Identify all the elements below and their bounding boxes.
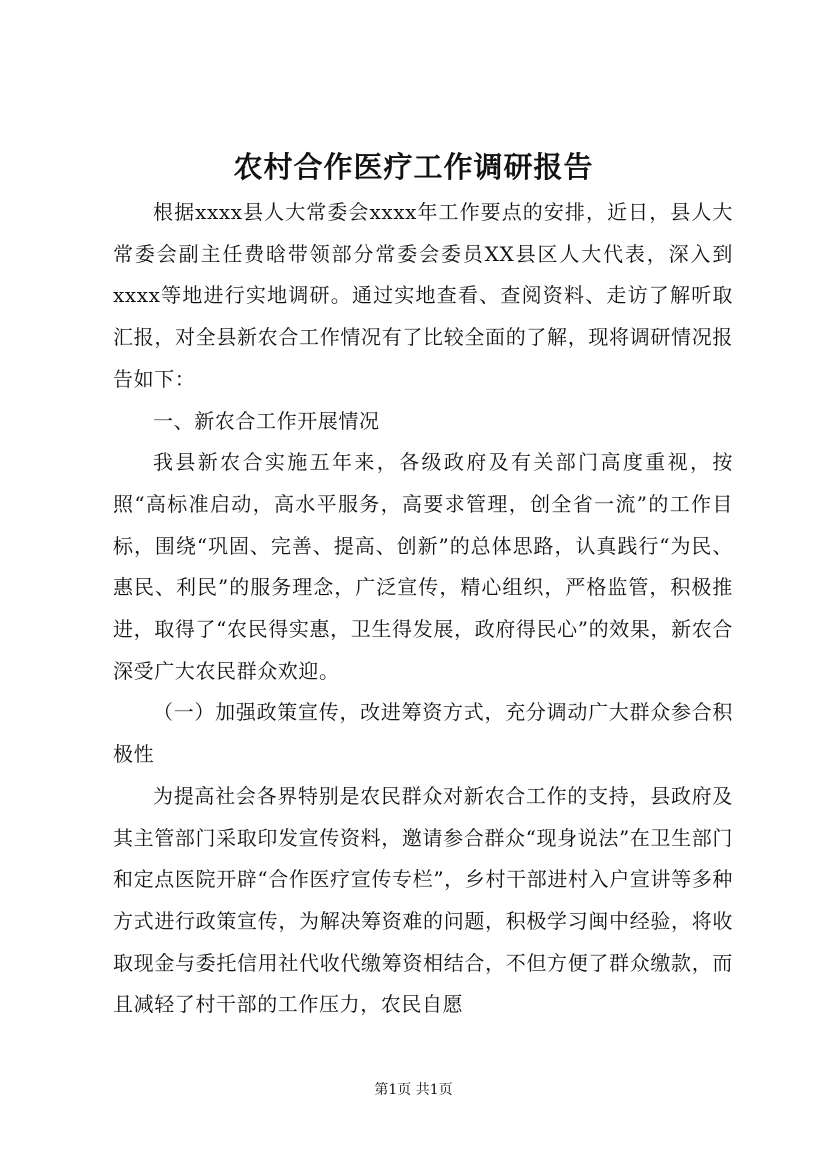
document-body [113, 192, 733, 1026]
section-heading-1: 一、新农合工作开展情况 [153, 408, 380, 433]
paragraph-overview: 我县新农合实施五年来，各级政府及有关部门高度重视，按照“高标准启动，高水平服务，高要求管理，创全省一流”的工作目标，围绕“巩固、完善、提高、创新”的总体思路，认真践行“为民、惠民、利民”的服务理念，广泛宣传，精心组织，严格监管，积极推进，取得了“农民得实惠，卫生得发展，政府得民心”的效果，新农合深受广大农民群众欢迎。 [113, 450, 733, 683]
subsection-heading-1: （一）加强政策宣传，改进筹资方式，充分调动广大群众参合积极性 [113, 700, 733, 767]
paragraph-intro: 根据xxxx县人大常委会xxxx年工作要点的安排，近日，县人大常委会副主任费晗带领部分常委会委员XX县区人大代表，深入到xxxx等地进行实地调研。通过实地查看、查阅资料、走访了解听取汇报，对全县新农合工作情况有了比较全面的了解，现将调研情况报告如下： [113, 200, 733, 391]
paragraph-publicity: 为提高社会各界特别是农民群众对新农合工作的支持，县政府及其主管部门采取印发宣传资料，邀请参合群众“现身说法”在卫生部门和定点医院开辟“合作医疗宣传专栏”，乡村干部进村入户宣讲等多种方式进行政策宣传，为解决筹资难的问题，积极学习闽中经验，将收取现金与委托信用社代收代缴筹资相结合，不但方便了群众缴款，而且减轻了村干部的工作压力，农民自愿 [113, 783, 733, 1017]
document-title: 农村合作医疗工作调研报告 [233, 150, 594, 184]
page-footer: 第1页 共1页 [374, 1082, 453, 1098]
